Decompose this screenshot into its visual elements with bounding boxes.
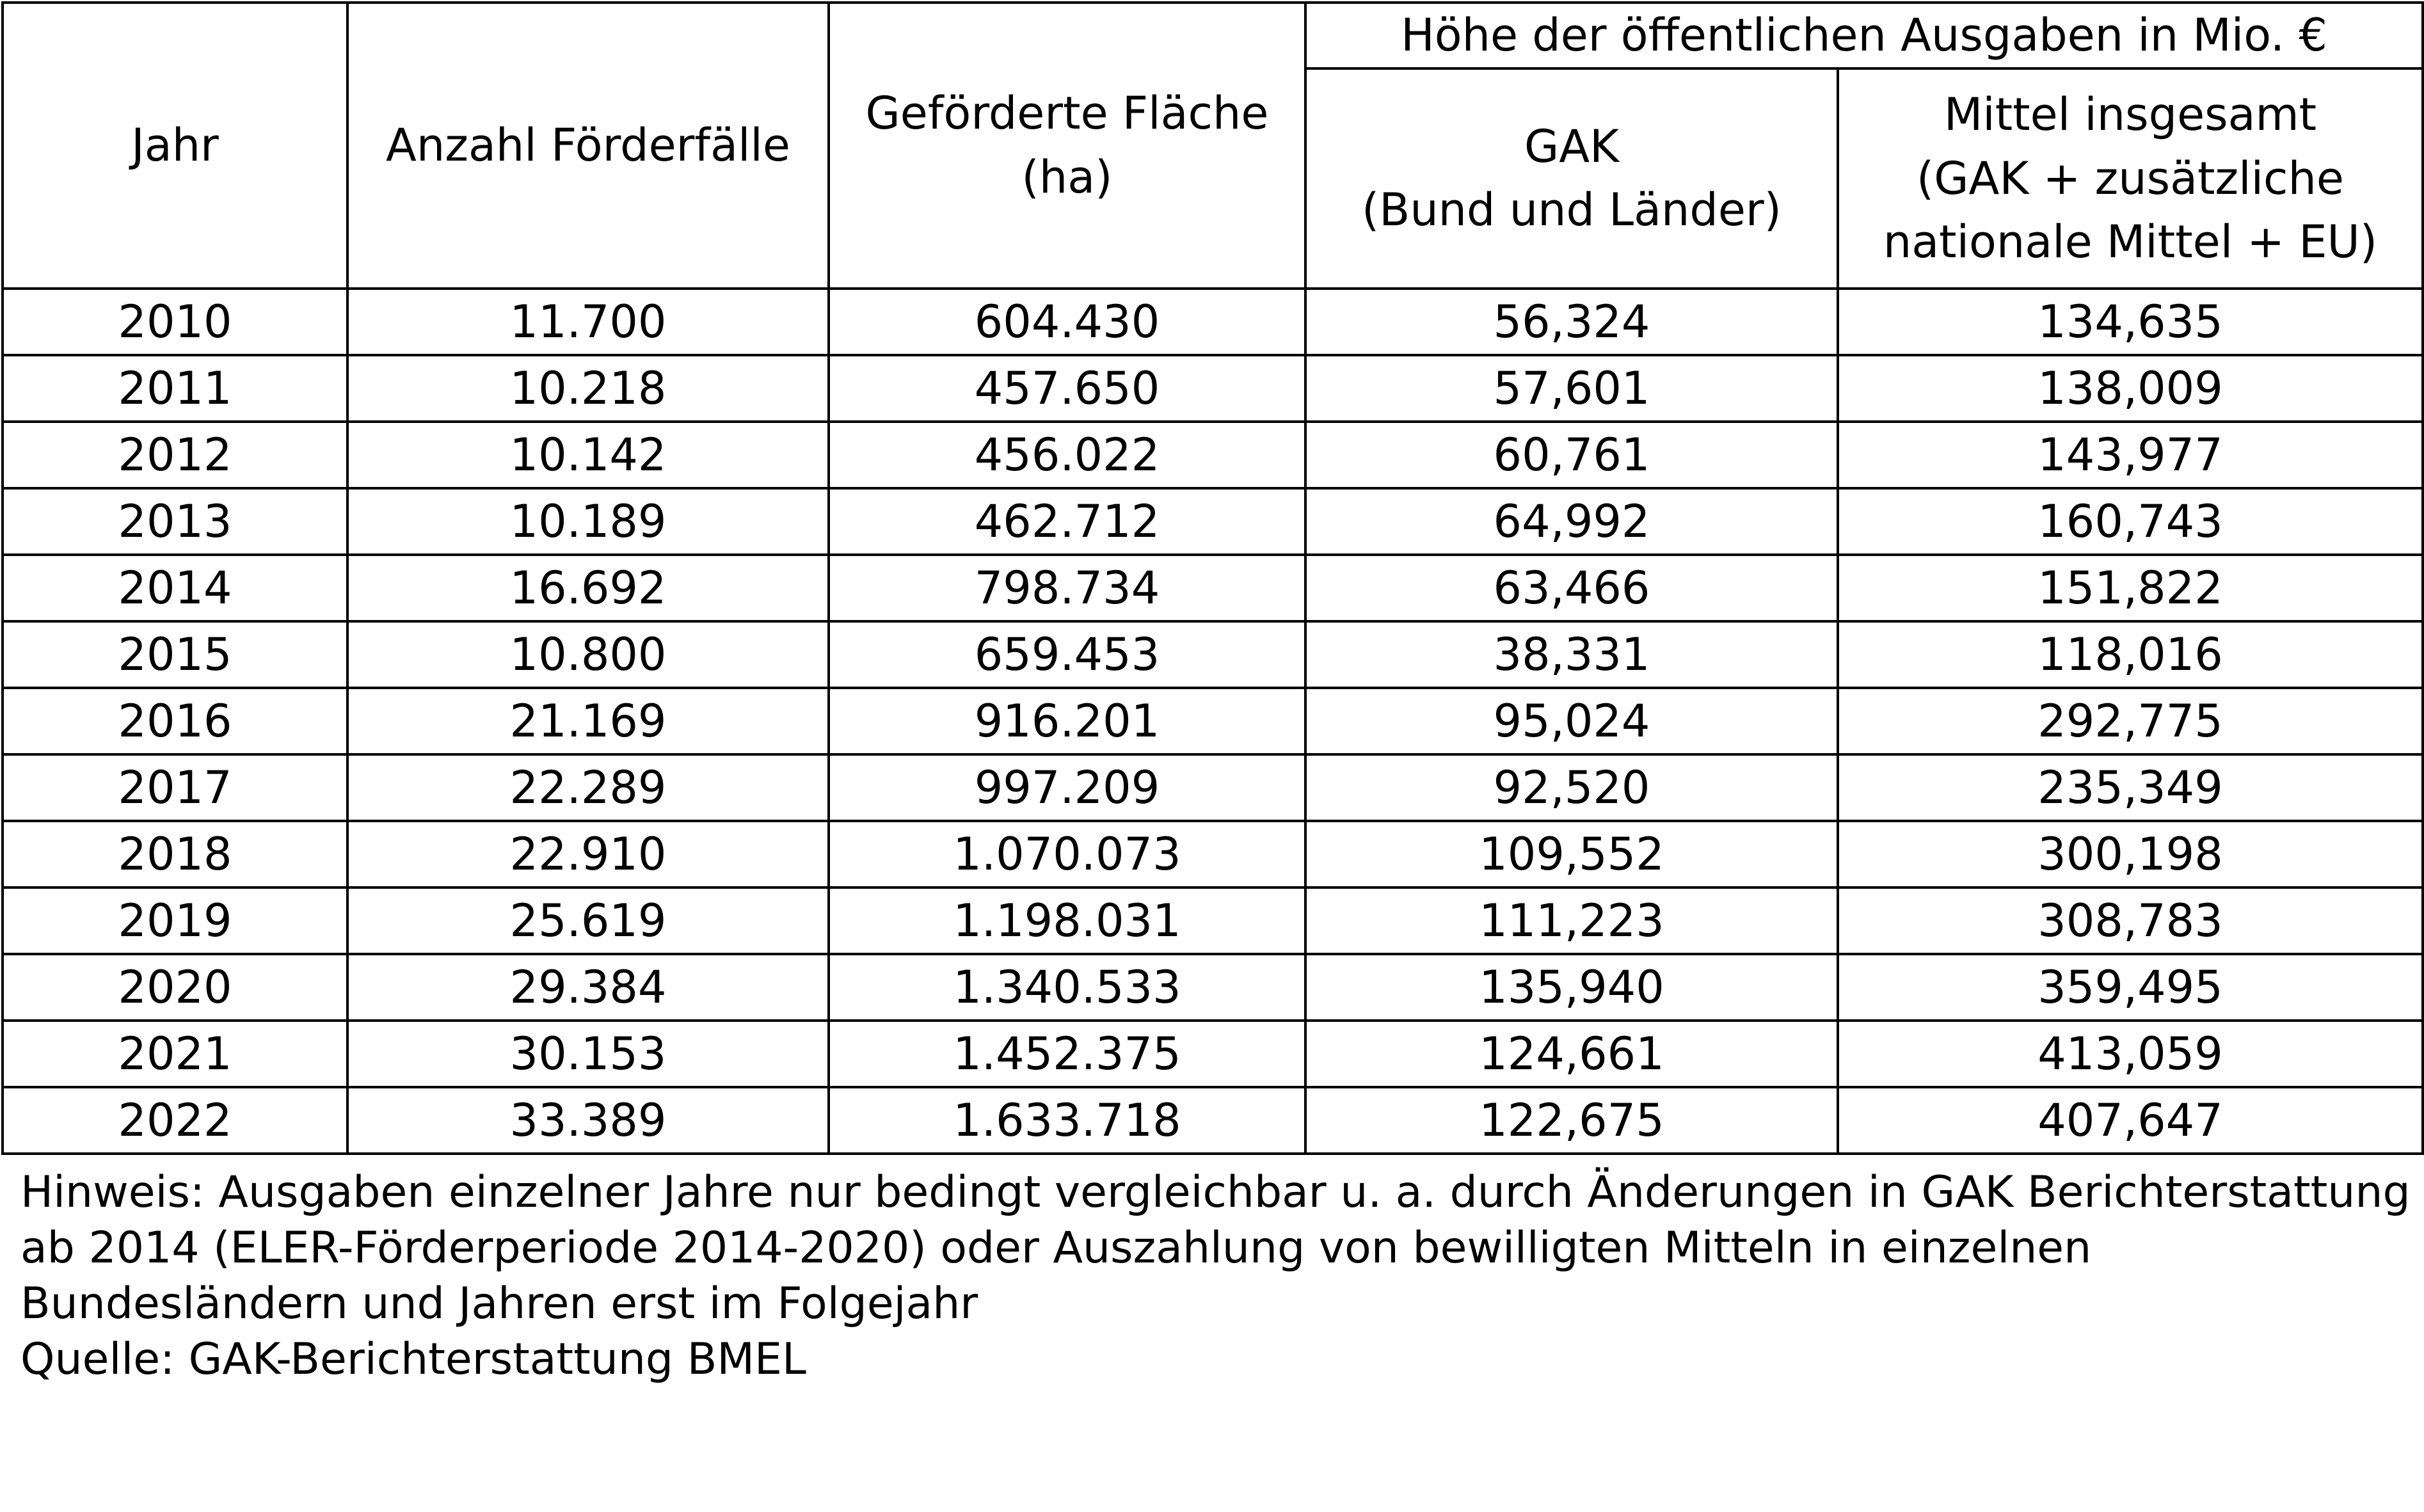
cell-flaeche: 997.209 [829,754,1305,821]
cell-flaeche: 1.198.031 [829,887,1305,954]
cell-mittel: 359,495 [1838,954,2423,1021]
header-gak [1305,68,1838,289]
cell-jahr: 2016 [3,688,347,754]
header-mittel-line-3: nationale Mittel + EU) [1883,216,2378,269]
cell-gak: 56,324 [1305,289,1838,355]
table-row [3,621,2423,688]
cell-jahr: 2017 [3,754,347,821]
cell-anzahl: 10.800 [347,621,829,688]
table-row [3,289,2423,355]
cell-gak: 135,940 [1305,954,1838,1021]
table-row [3,355,2423,422]
table-row [3,555,2423,621]
cell-jahr: 2012 [3,422,347,488]
header-ausgaben-group: Höhe der öffentlichen Ausgaben in Mio. € [1305,3,2423,68]
table-header [3,3,2423,289]
table-row [3,887,2423,954]
cell-flaeche: 462.712 [829,488,1305,555]
header-gefoerderte-flaeche [829,3,1305,289]
cell-mittel: 235,349 [1838,754,2423,821]
cell-gak: 111,223 [1305,887,1838,954]
table-row [3,688,2423,754]
header-gak-line-2: (Bund und Länder) [1361,184,1782,237]
cell-mittel: 300,198 [1838,821,2423,887]
cell-anzahl: 10.142 [347,422,829,488]
cell-gak: 124,661 [1305,1021,1838,1087]
cell-mittel: 151,822 [1838,555,2423,621]
cell-gak: 95,024 [1305,688,1838,754]
cell-mittel: 292,775 [1838,688,2423,754]
cell-mittel: 118,016 [1838,621,2423,688]
cell-flaeche: 1.452.375 [829,1021,1305,1087]
cell-anzahl: 22.289 [347,754,829,821]
cell-mittel: 413,059 [1838,1021,2423,1087]
cell-gak: 109,552 [1305,821,1838,887]
cell-flaeche: 457.650 [829,355,1305,422]
cell-anzahl: 29.384 [347,954,829,1021]
cell-mittel: 134,635 [1838,289,2423,355]
hinweis-note: Hinweis: Ausgaben einzelner Jahre nur bedingt vergleichbar u. a. durch Änderungen in GAK Berichterstattung ab 2014 (ELER-Förderperiode 2014-2020) oder Auszahlung von bewilligten Mitteln in einzelnen Bundesländern und Jahren erst im Folgejahr [20,1167,2411,1329]
cell-anzahl: 33.389 [347,1087,829,1154]
header-jahr: Jahr [3,3,347,289]
header-mittel-insgesamt [1838,68,2423,289]
cell-flaeche: 1.070.073 [829,821,1305,887]
cell-anzahl: 25.619 [347,887,829,954]
table-row [3,488,2423,555]
cell-gak: 122,675 [1305,1087,1838,1154]
cell-jahr: 2015 [3,621,347,688]
table-notes [20,1165,2414,1387]
cell-anzahl: 16.692 [347,555,829,621]
cell-jahr: 2013 [3,488,347,555]
cell-flaeche: 798.734 [829,555,1305,621]
header-flaeche-line-1: Geförderte Fläche [865,87,1269,140]
table-row [3,954,2423,1021]
cell-jahr: 2018 [3,821,347,887]
cell-jahr: 2021 [3,1021,347,1087]
funding-table [1,1,2424,1155]
cell-jahr: 2019 [3,887,347,954]
cell-jahr: 2011 [3,355,347,422]
table-row [3,422,2423,488]
cell-jahr: 2020 [3,954,347,1021]
table-row [3,1021,2423,1087]
table-row [3,754,2423,821]
header-gak-line-1: GAK [1524,120,1620,173]
cell-anzahl: 10.189 [347,488,829,555]
table-body [3,289,2423,1154]
cell-anzahl: 22.910 [347,821,829,887]
header-row-1 [3,3,2423,68]
cell-anzahl: 11.700 [347,289,829,355]
header-mittel-line-1: Mittel insgesamt [1943,88,2317,141]
table-row [3,1087,2423,1154]
cell-anzahl: 10.218 [347,355,829,422]
cell-flaeche: 604.430 [829,289,1305,355]
cell-gak: 64,992 [1305,488,1838,555]
cell-flaeche: 1.633.718 [829,1087,1305,1154]
cell-flaeche: 456.022 [829,422,1305,488]
cell-gak: 60,761 [1305,422,1838,488]
cell-gak: 38,331 [1305,621,1838,688]
header-anzahl-foerderfaelle: Anzahl Förderfälle [347,3,829,289]
cell-mittel: 308,783 [1838,887,2423,954]
cell-gak: 57,601 [1305,355,1838,422]
cell-gak: 92,520 [1305,754,1838,821]
cell-mittel: 138,009 [1838,355,2423,422]
header-flaeche-line-2: (ha) [1021,150,1113,203]
cell-anzahl: 21.169 [347,688,829,754]
cell-flaeche: 1.340.533 [829,954,1305,1021]
cell-jahr: 2014 [3,555,347,621]
table-row [3,821,2423,887]
cell-mittel: 160,743 [1838,488,2423,555]
cell-anzahl: 30.153 [347,1021,829,1087]
cell-mittel: 143,977 [1838,422,2423,488]
cell-jahr: 2010 [3,289,347,355]
cell-mittel: 407,647 [1838,1087,2423,1154]
quelle-note: Quelle: GAK-Berichterstattung BMEL [20,1334,806,1385]
cell-flaeche: 916.201 [829,688,1305,754]
cell-gak: 63,466 [1305,555,1838,621]
cell-flaeche: 659.453 [829,621,1305,688]
cell-jahr: 2022 [3,1087,347,1154]
header-mittel-line-2: (GAK + zusätzliche [1917,152,2344,205]
